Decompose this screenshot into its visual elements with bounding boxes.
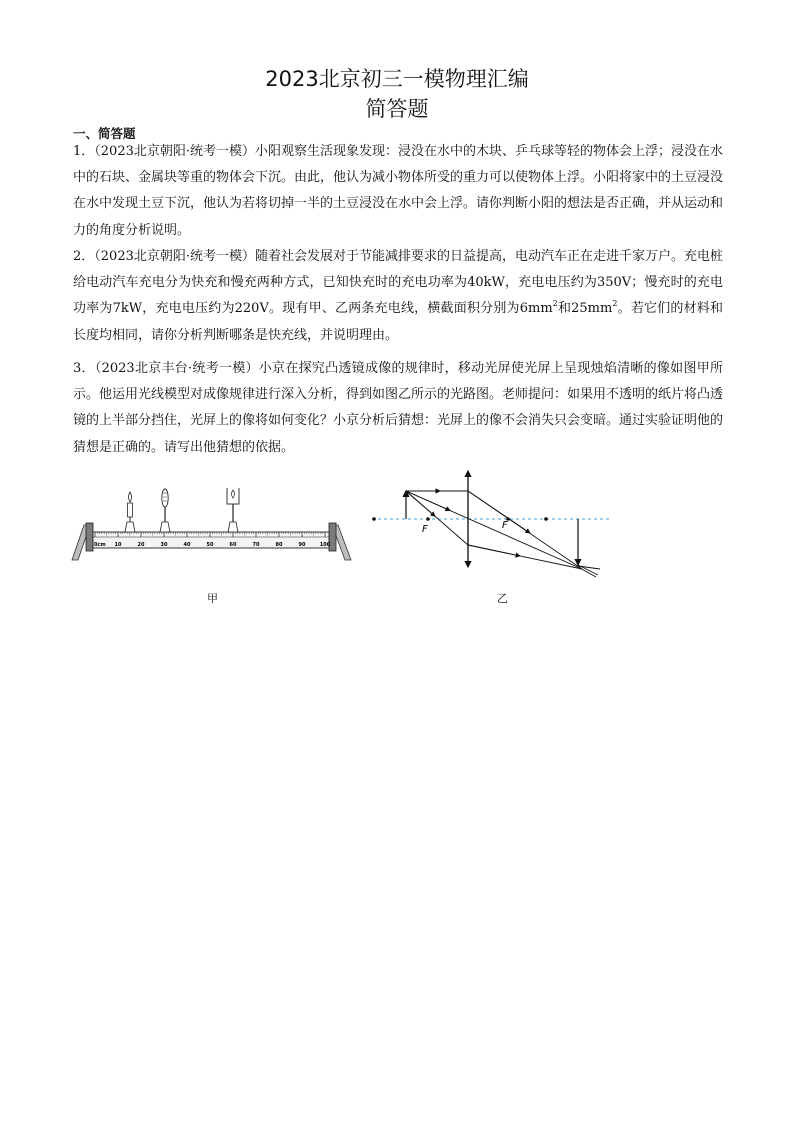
ruler-tick-label: 50: [206, 542, 214, 548]
focal-point-left: [426, 517, 430, 521]
question-2-part1: 2．（2023北京朝阳·统考一模）随着社会发展对于节能减排要求的日益提高，电动汽车正在走进千家万户。充电桩给电动汽车充电分为快充和慢充两种方式，已知快充时的充电功率为40kW，充电电压约为350V；慢充时的充电功率为7kW，充电电压约为220V。现有甲、乙两条充电线，横截面积分别为6mm: [73, 249, 723, 317]
light-screen: [227, 488, 239, 532]
focal-label-right: F: [502, 520, 508, 531]
point-2f-right: [544, 517, 548, 521]
figure-jia-caption: 甲: [207, 592, 218, 605]
ruler-tick-label: 90: [298, 542, 306, 548]
light-rays: [406, 491, 600, 577]
figure-yi-caption: 乙: [497, 592, 508, 605]
ruler-tick-label: 40: [183, 542, 191, 548]
question-1: 1．（2023北京朝阳·统考一模）小阳观察生活现象发现：浸没在水中的木块、乒乓球等轻的物体会上浮；浸没在水中的石块、金属块等重的物体会下沉。由此，他认为减小物体所受的重力可以使物体上浮。小阳将家中的土豆浸没在水中发现土豆下沉，他认为若将切掉一半的土豆浸没在水中会上浮。请你判断小阳的想法是否正确，并从运动和力的角度分析说明。: [73, 144, 724, 238]
superscript-2b: 2: [612, 299, 618, 309]
ruler-tick-label: 80: [275, 542, 283, 548]
question-2-part2: 和25mm: [557, 301, 613, 317]
ruler-tick-label: 60: [229, 542, 237, 548]
ruler-tick-label: 10: [114, 542, 122, 548]
superscript-2a: 2: [552, 299, 558, 309]
question-2: [73, 244, 723, 349]
page-title: 2023北京初三一模物理汇编: [265, 67, 529, 91]
ruler-tick-label: 100: [319, 542, 331, 548]
figure-yi-ray-diagram: [360, 465, 620, 585]
convex-lens: [160, 489, 170, 532]
ruler-tick-label: 20: [137, 542, 145, 548]
question-3: 3．（2023北京丰台·统考一模）小京在探究凸透镜成像的规律时，移动光屏使光屏上呈现烛焰清晰的像如图甲所示。他运用光线模型对成像规律进行深入分析，得到如图乙所示的光路图。老师提问：如果用不透明的纸片将凸透镜的上半部分挡住，光屏上的像将如何变化？小京分析后猜想：光屏上的像不会消失只会变暗。通过实验证明他的猜想是正确的。请写出他猜想的依据。: [73, 361, 724, 455]
candle: [125, 492, 135, 532]
section-heading: 一、简答题: [73, 126, 136, 141]
ruler-unit-label: 0cm: [94, 542, 106, 548]
ruler-tick-label: 30: [160, 542, 168, 548]
focal-label-left: F: [422, 524, 428, 535]
bench-left-post: [86, 523, 93, 551]
ruler-tick-label: 70: [252, 542, 260, 548]
question-2-part3: 。若它们的材料和长度均相同，请你分析判断哪条是快充线，并说明理由。: [73, 301, 723, 343]
figure-jia-optical-bench: [70, 488, 355, 568]
point-2f-left: [372, 517, 376, 521]
page-subtitle: 简答题: [365, 97, 429, 121]
